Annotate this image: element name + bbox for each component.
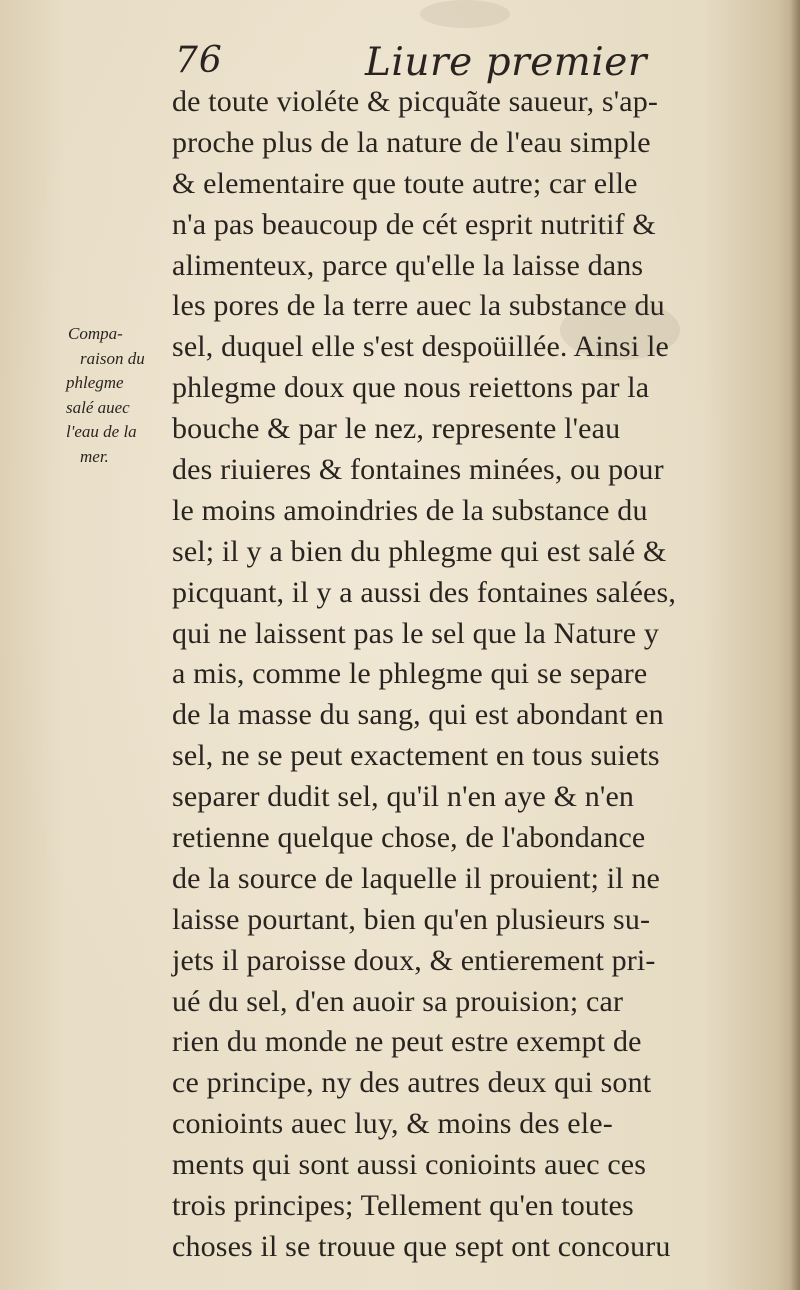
margin-note-line: raison du xyxy=(80,348,145,368)
text-line: de la masse du sang, qui est abondant en xyxy=(172,698,664,732)
ink-bleed-mark xyxy=(420,0,510,28)
text-line: jets il paroisse doux, & entierement pri- xyxy=(172,943,656,977)
margin-note-line: phlegme xyxy=(66,373,124,392)
text-line: ments qui sont aussi conioints auec ces xyxy=(172,1148,647,1182)
margin-note-line: salé auec xyxy=(66,397,130,417)
margin-note xyxy=(66,322,176,469)
text-line: picquant, il y a aussi des fontaines salées, xyxy=(172,575,676,609)
text-line: de la source de laquelle il prouient; il ne xyxy=(172,861,660,895)
text-line: qui ne laissent pas le sel que la Nature y xyxy=(172,616,659,650)
text-line: les pores de la terre auec la substance du xyxy=(172,289,665,323)
text-line: a mis, comme le phlegme qui se separe xyxy=(172,657,648,691)
text-line: des riuieres & fontaines minées, ou pour xyxy=(172,453,664,487)
text-line: & elementaire que toute autre; car elle xyxy=(172,166,638,200)
text-line: retienne quelque chose, de l'abondance xyxy=(172,821,646,855)
text-line: rien du monde ne peut estre exempt de xyxy=(172,1025,642,1059)
text-line: trois principes; Tellement qu'en toutes xyxy=(172,1189,634,1223)
text-line: alimenteux, parce qu'elle la laisse dans xyxy=(172,248,644,282)
margin-note-line: l'eau de la xyxy=(66,422,137,441)
running-title: Liure premier xyxy=(365,40,647,85)
text-line: le moins amoindries de la substance du xyxy=(172,493,648,527)
text-line: sel; il y a bien du phlegme qui est salé & xyxy=(172,534,667,568)
page-number: 76 xyxy=(175,40,223,81)
text-line: ué du sel, d'en auoir sa prouision; car xyxy=(172,984,624,1018)
text-line: phlegme doux que nous reiettons par la xyxy=(172,371,650,405)
body-text xyxy=(172,82,757,1268)
text-line: choses il se trouue que sept ont concouru xyxy=(172,1229,671,1263)
text-line: de toute violéte & picquãte saueur, s'ap- xyxy=(172,85,659,118)
margin-note-line: Compa- xyxy=(68,324,123,343)
margin-note-line: mer. xyxy=(80,446,109,466)
text-line: separer dudit sel, qu'il n'en aye & n'en xyxy=(172,780,635,814)
text-line: conioints auec luy, & moins des ele- xyxy=(172,1107,613,1141)
text-line: laisse pourtant, bien qu'en plusieurs su- xyxy=(172,902,651,936)
text-line: sel, duquel elle s'est despoüillée. Ainsi le xyxy=(172,330,669,364)
text-line: ce principe, ny des autres deux qui sont xyxy=(172,1066,652,1100)
text-line: bouche & par le nez, represente l'eau xyxy=(172,412,621,446)
text-line: sel, ne se peut exactement en tous suiets xyxy=(172,739,660,773)
text-line: n'a pas beaucoup de cét esprit nutritif & xyxy=(172,207,656,241)
text-line: proche plus de la nature de l'eau simple xyxy=(172,125,651,159)
